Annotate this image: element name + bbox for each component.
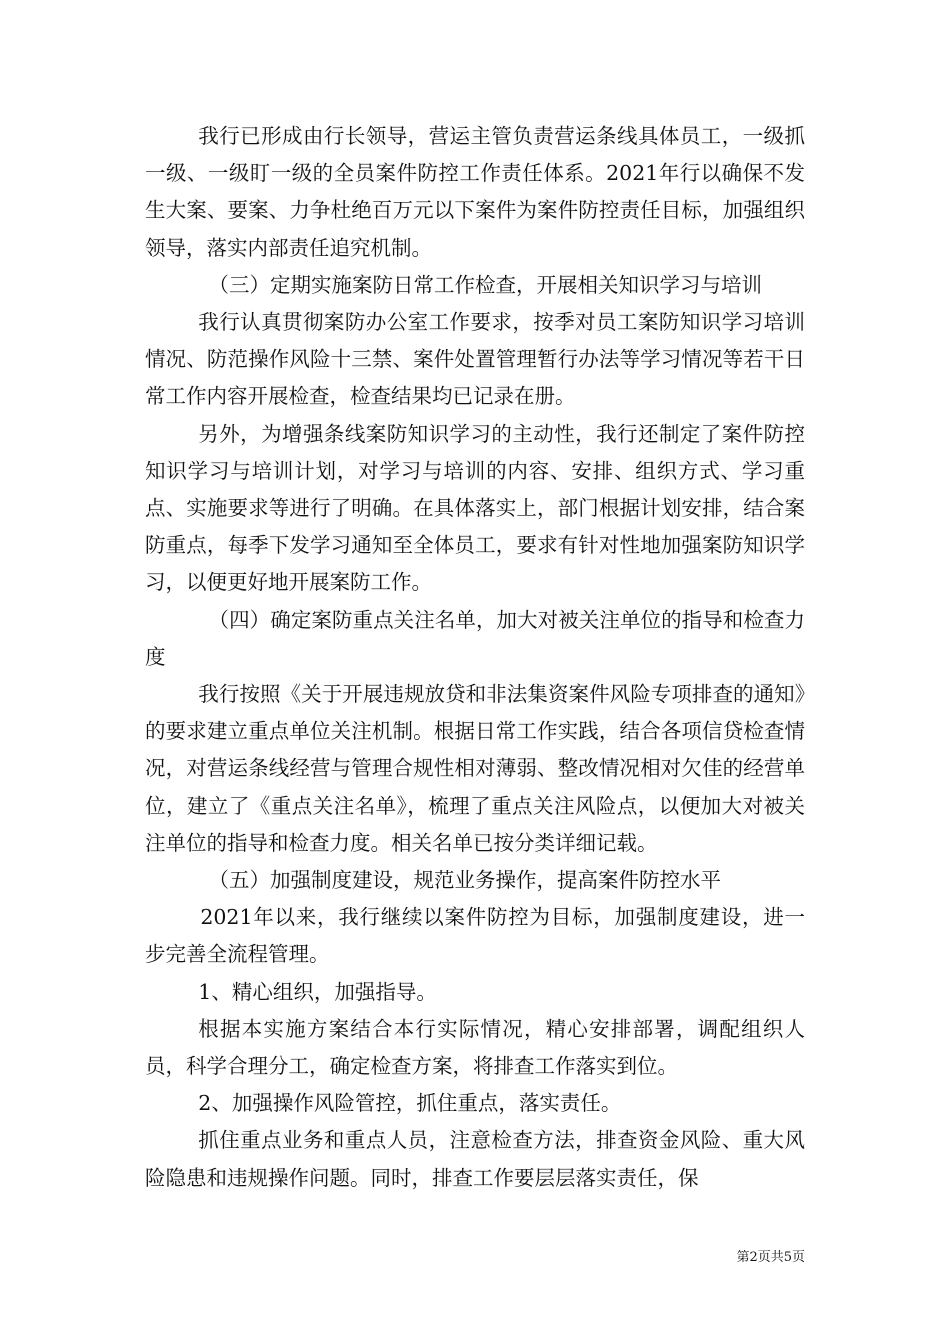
paragraph-risk-control: 抓住重点业务和重点人员，注意检查方法，排查资金风险、重大风险隐患和违规操作问题。同时，排查工作要层层落实责任，保 <box>145 1128 805 1190</box>
subheading-1: 1、精心组织，加强指导。 <box>198 979 437 1004</box>
paragraph-responsibility-system: 我行已形成由行长领导，营运主管负责营运条线具体员工，一级抓一级、一级盯一级的全员案件防控工作责任体系。2021年行以确保不发生大案、要案、力争杜绝百万元以下案件为案件防控责任目标，加强组织领导，落实内部责任追究机制。 <box>145 124 805 260</box>
paragraph-focus-list: 我行按照《关于开展违规放贷和非法集资案件风险专项排查的通知》的要求建立重点单位关注机制。根据日常工作实践，结合各项信贷检查情况，对营运条线经营与管理合规性相对薄弱、整改情况相对欠佳的经营单位，建立了《重点关注名单》，梳理了重点关注风险点，以便加大对被关注单位的指导和检查力度。相关名单已按分类详细记载。 <box>145 682 805 855</box>
paragraph-training-plan: 另外，为增强条线案防知识学习的主动性，我行还制定了案件防控知识学习与培训计划，对学习与培训的内容、安排、组织方式、学习重点、实施要求等进行了明确。在具体落实上，部门根据计划安排，结合案防重点，每季下发学习通知至全体员工，要求有针对性地加强案防知识学习，以便更好地开展案防工作。 <box>145 421 805 595</box>
page-number: 第2页共5页 <box>736 1250 805 1265</box>
paragraph-inspection: 我行认真贯彻案防办公室工作要求，按季对员工案防知识学习培训情况、防范操作风险十三禁、案件处置管理暂行办法等学习情况等若干日常工作内容开展检查，检查结果均已记录在册。 <box>145 310 805 409</box>
paragraph-organize: 根据本实施方案结合本行实际情况，精心安排部署，调配组织人员，科学合理分工，确定检查方案，将排查工作落实到位。 <box>145 1016 805 1079</box>
section-heading-5: （五）加强制度建设，规范业务操作，提高案件防控水平 <box>208 868 722 893</box>
document-body <box>145 118 805 1197</box>
paragraph-system-building: 2021年以来，我行继续以案件防控为目标，加强制度建设，进一步完善全流程管理。 <box>145 905 805 967</box>
section-heading-4: （四）确定案防重点关注名单，加大对被关注单位的指导和检查力度 <box>145 607 805 669</box>
subheading-2: 2、加强操作风险管控，抓住重点，落实责任。 <box>198 1091 622 1116</box>
section-heading-3: （三）定期实施案防日常工作检查，开展相关知识学习与培训 <box>208 272 763 297</box>
